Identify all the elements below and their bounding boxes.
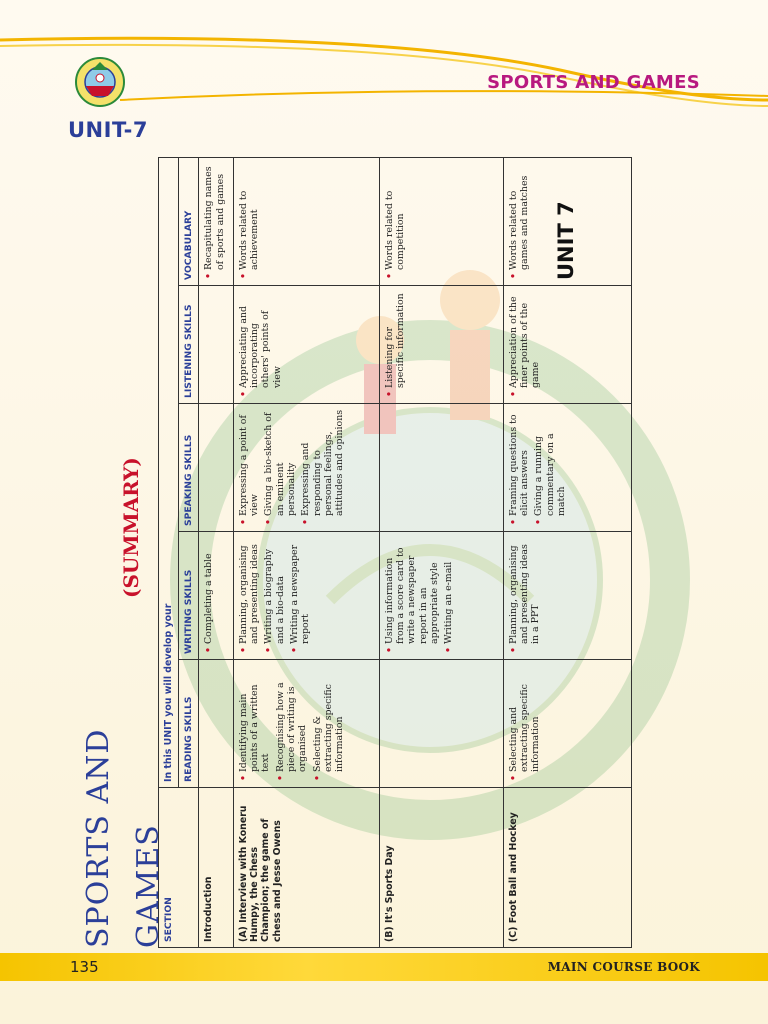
bullet-list [384, 163, 407, 280]
bullet-item: • Planning, organising and presenting ideas in a PPT [508, 537, 542, 644]
develop-header: In this UNIT you will develop your [159, 157, 179, 787]
bullet-item: • Expressing a point of view [238, 409, 261, 516]
speaking-cell [199, 404, 234, 532]
bullet-item: • Words related to competition [384, 163, 407, 270]
reading-cell [503, 660, 631, 788]
bullet-list [203, 163, 226, 280]
bullet-item: • Appreciating and incorporating others' points of view [238, 291, 283, 388]
vocabulary-cell [379, 157, 503, 285]
bullet-item: • Words related to achievement [238, 163, 261, 270]
table-row [199, 157, 234, 947]
vocabulary-cell [233, 157, 379, 285]
bullet-item: • Giving a bio-sketch of an eminent personality [263, 409, 297, 516]
reading-cell [233, 660, 379, 788]
bullet-list [238, 409, 346, 526]
bullet-item: • Words related to games and matches [508, 163, 531, 270]
table-row [233, 157, 379, 947]
vocabulary-cell [503, 157, 631, 285]
listening-cell [233, 286, 379, 404]
table-header-row [159, 157, 179, 947]
bullet-list [508, 665, 542, 782]
bullet-item: • Expressing and responding to personal feelings, attitudes and opinions [300, 409, 345, 516]
summary-table [158, 157, 632, 948]
table-row [503, 157, 631, 947]
bullet-list [238, 537, 312, 654]
bullet-item: • Writing an e-mail [443, 537, 454, 644]
reading-cell [199, 660, 234, 788]
column-header: READING SKILLS [179, 660, 199, 788]
bullet-list [508, 537, 542, 654]
reading-cell [379, 660, 503, 788]
bullet-item: • Recapitulating names of sports and games [203, 163, 226, 270]
bullet-list [384, 291, 407, 398]
bullet-item: • Writing a newspaper report [289, 537, 312, 644]
summary-subtitle: (SUMMARY) [119, 457, 143, 598]
bullet-item: • Writing a biography and a bio-data [263, 537, 286, 644]
listening-cell [379, 286, 503, 404]
speaking-cell [379, 404, 503, 532]
table-row [379, 157, 503, 947]
column-header: VOCABULARY [179, 157, 199, 285]
listening-cell [503, 286, 631, 404]
bullet-item: • Selecting & extracting specific information [312, 665, 346, 772]
bullet-item: • Identifying main points of a written text [238, 665, 272, 772]
footer-book-title: MAIN COURSE BOOK [547, 960, 700, 974]
bullet-list [508, 291, 542, 398]
unit-side-label: UNIT 7 [554, 201, 578, 280]
bullet-item: • Appreciation of the finer points of the game [508, 291, 542, 388]
rotated-summary-panel [74, 158, 644, 948]
speaking-cell [503, 404, 631, 532]
header-title: SPORTS AND GAMES [487, 72, 700, 93]
section-cell: (B) It's Sports Day [379, 788, 503, 948]
bullet-item: • Listening for specific information [384, 291, 407, 388]
bullet-list [508, 163, 531, 280]
section-cell: (A) Interview with Koneru Humpy, the Chess Champion; the game of chess and Jesse Owens [233, 788, 379, 948]
listening-cell [199, 286, 234, 404]
unit-label: UNIT-7 [68, 118, 149, 142]
bullet-list [384, 537, 455, 654]
section-cell: (C) Foot Ball and Hockey [503, 788, 631, 948]
bullet-item: • Planning, organising and presenting ideas [238, 537, 261, 644]
bullet-item: • Giving a running commentary on a match [533, 409, 567, 516]
column-header: WRITING SKILLS [179, 532, 199, 660]
bullet-item: • Recognising how a piece of writing is organised [275, 665, 309, 772]
bullet-item: • Using information from a score card to write a newspaper report in an appropriate style [384, 537, 440, 644]
page-number: 135 [70, 958, 99, 976]
column-header: LISTENING SKILLS [179, 286, 199, 404]
bullet-list [508, 409, 567, 526]
page-title: SPORTS AND GAMES [81, 728, 166, 948]
column-header: SPEAKING SKILLS [179, 404, 199, 532]
bullet-item: • Completing a table [203, 537, 214, 644]
section-cell: Introduction [199, 788, 234, 948]
bullet-list [238, 163, 261, 280]
bullet-list [238, 665, 346, 782]
cbse-emblem-icon [72, 52, 128, 112]
speaking-cell [233, 404, 379, 532]
writing-cell [199, 532, 234, 660]
bullet-item: • Framing questions to elicit answers [508, 409, 531, 516]
vocabulary-cell [199, 157, 234, 285]
writing-cell [379, 532, 503, 660]
bullet-list [238, 291, 283, 398]
writing-cell [233, 532, 379, 660]
section-header: SECTION [159, 788, 199, 948]
bullet-item: • Selecting and extracting specific information [508, 665, 542, 772]
bullet-list [203, 537, 214, 654]
writing-cell [503, 532, 631, 660]
